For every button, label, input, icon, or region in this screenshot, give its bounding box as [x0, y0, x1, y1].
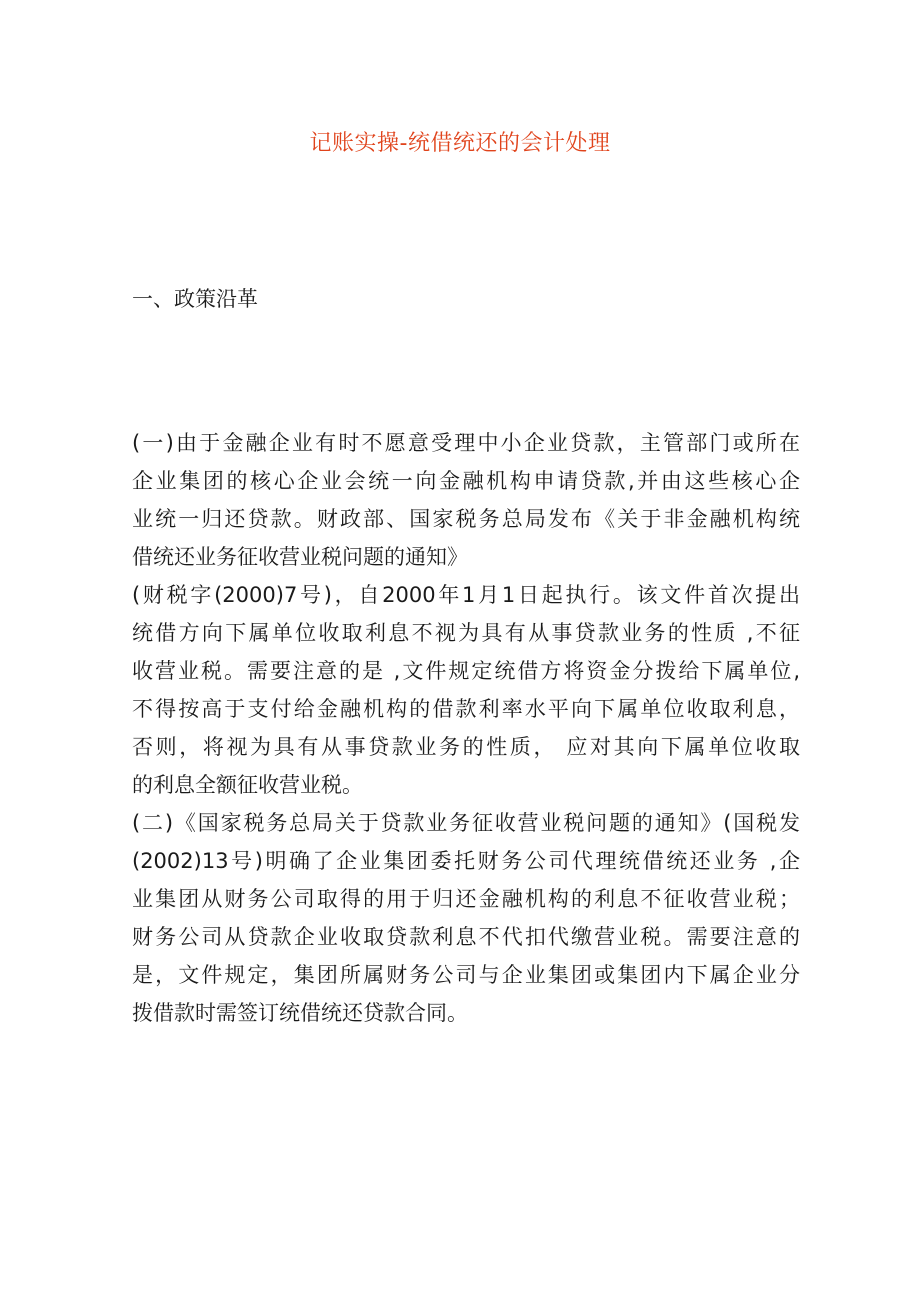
paragraph-line: (一)由于金融企业有时不愿意受理中小企业贷款，主管部门或所在: [132, 431, 800, 455]
paragraph-line: 是，文件规定，集团所属财务公司与企业集团或集团内下属企业分: [132, 963, 800, 987]
paragraph-line: 否则，将视为具有从事贷款业务的性质， 应对其向下属单位收取: [132, 735, 800, 759]
paragraph-line: 业统一归还贷款。财政部、国家税务总局发布《关于非金融机构统: [132, 507, 800, 531]
paragraph-line: 统借方向下属单位收取利息不视为具有从事贷款业务的性质 ,不征: [132, 621, 800, 645]
paragraph-line: (二)《国家税务总局关于贷款业务征收营业税问题的通知》(国税发: [132, 811, 800, 835]
paragraph-line: (财税字(2000)7号)，自2000年1月1日起执行。该文件首次提出: [132, 583, 800, 607]
paragraph-line: 不得按高于支付给金融机构的借款利率水平向下属单位收取利息，: [132, 697, 800, 721]
paragraph-line: (2002)13号)明确了企业集团委托财务公司代理统借统还业务 ,企: [132, 849, 800, 873]
paragraph-line: 收营业税。需要注意的是 ,文件规定统借方将资金分拨给下属单位,: [132, 659, 800, 683]
paragraph-line: 财务公司从贷款企业收取贷款利息不代扣代缴营业税。需要注意的: [132, 925, 800, 949]
paragraph-line: 业集团从财务公司取得的用于归还金融机构的利息不征收营业税；: [132, 887, 800, 911]
section-heading: 一、政策沿革: [132, 287, 258, 311]
paragraph-line: 拨借款时需签订统借统还贷款合同。: [132, 1001, 468, 1025]
paragraph-line: 的利息全额征收营业税。: [132, 773, 363, 797]
paragraph-line: 企业集团的核心企业会统一向金融机构申请贷款,并由这些核心企: [132, 469, 800, 493]
body-text: [132, 424, 800, 1032]
paragraph-line: 借统还业务征收营业税问题的通知》: [132, 545, 468, 569]
document-title: 记账实操-统借统还的会计处理: [309, 131, 611, 156]
